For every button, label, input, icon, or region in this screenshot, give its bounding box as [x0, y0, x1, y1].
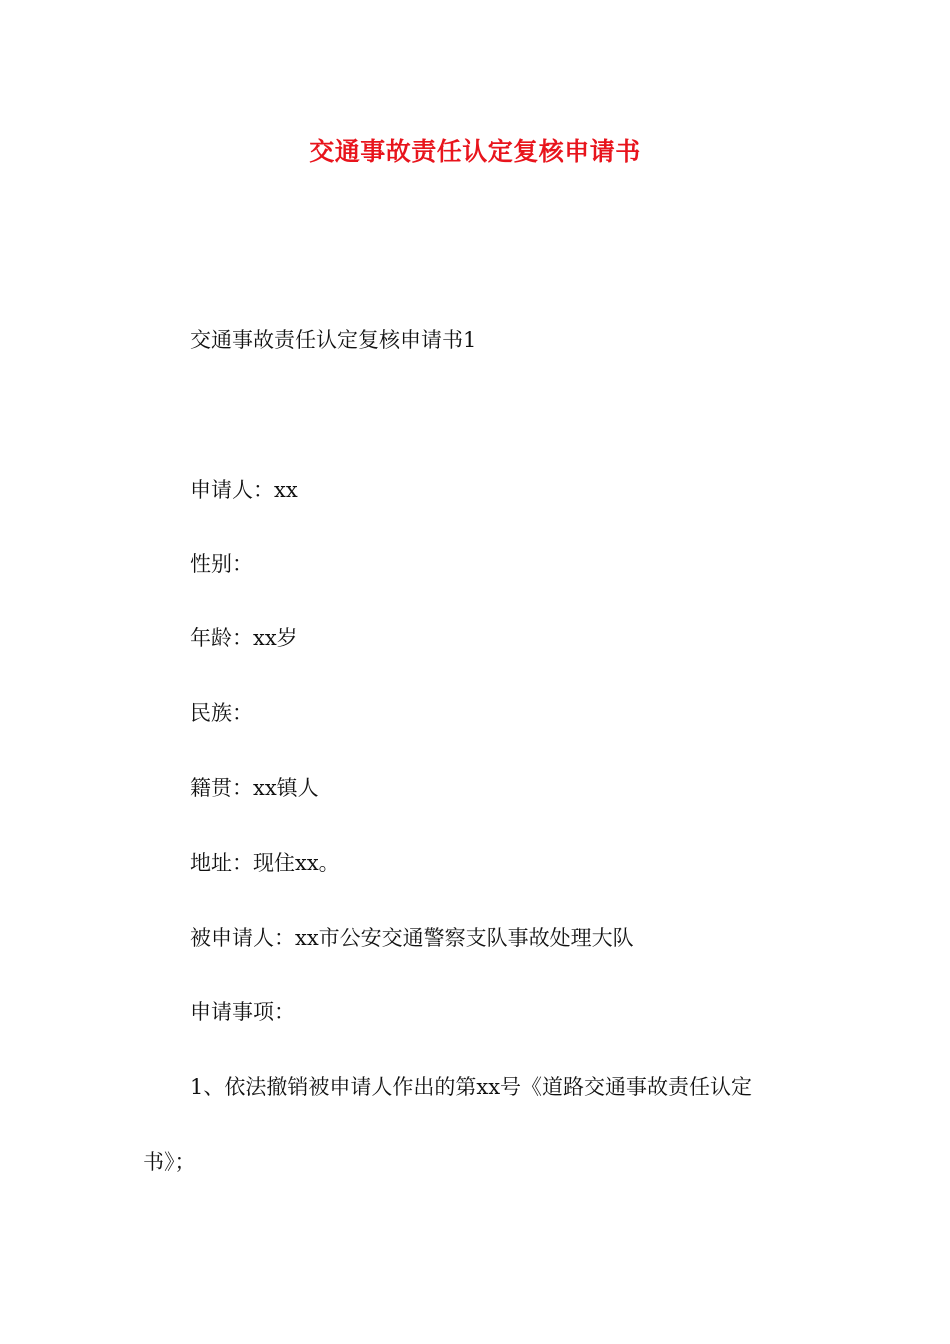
gender-line: 性别： — [190, 552, 253, 576]
request-item-1-continuation: 书》； — [143, 1150, 196, 1174]
native-place-line: 籍贯：xx镇人 — [190, 776, 319, 800]
age-line: 年龄：xx岁 — [190, 626, 298, 650]
ethnicity-line: 民族： — [190, 701, 253, 725]
respondent-line: 被申请人：xx市公安交通警察支队事故处理大队 — [190, 926, 634, 950]
document-title: 交通事故责任认定复核申请书 — [309, 137, 641, 166]
request-item-1: 1、依法撤销被申请人作出的第xx号《道路交通事故责任认定 — [190, 1075, 753, 1099]
address-line: 地址：现住xx。 — [190, 851, 340, 875]
applicant-line: 申请人：xx — [190, 478, 298, 502]
request-heading: 申请事项： — [190, 1000, 295, 1024]
section-heading: 交通事故责任认定复核申请书1 — [190, 328, 477, 352]
